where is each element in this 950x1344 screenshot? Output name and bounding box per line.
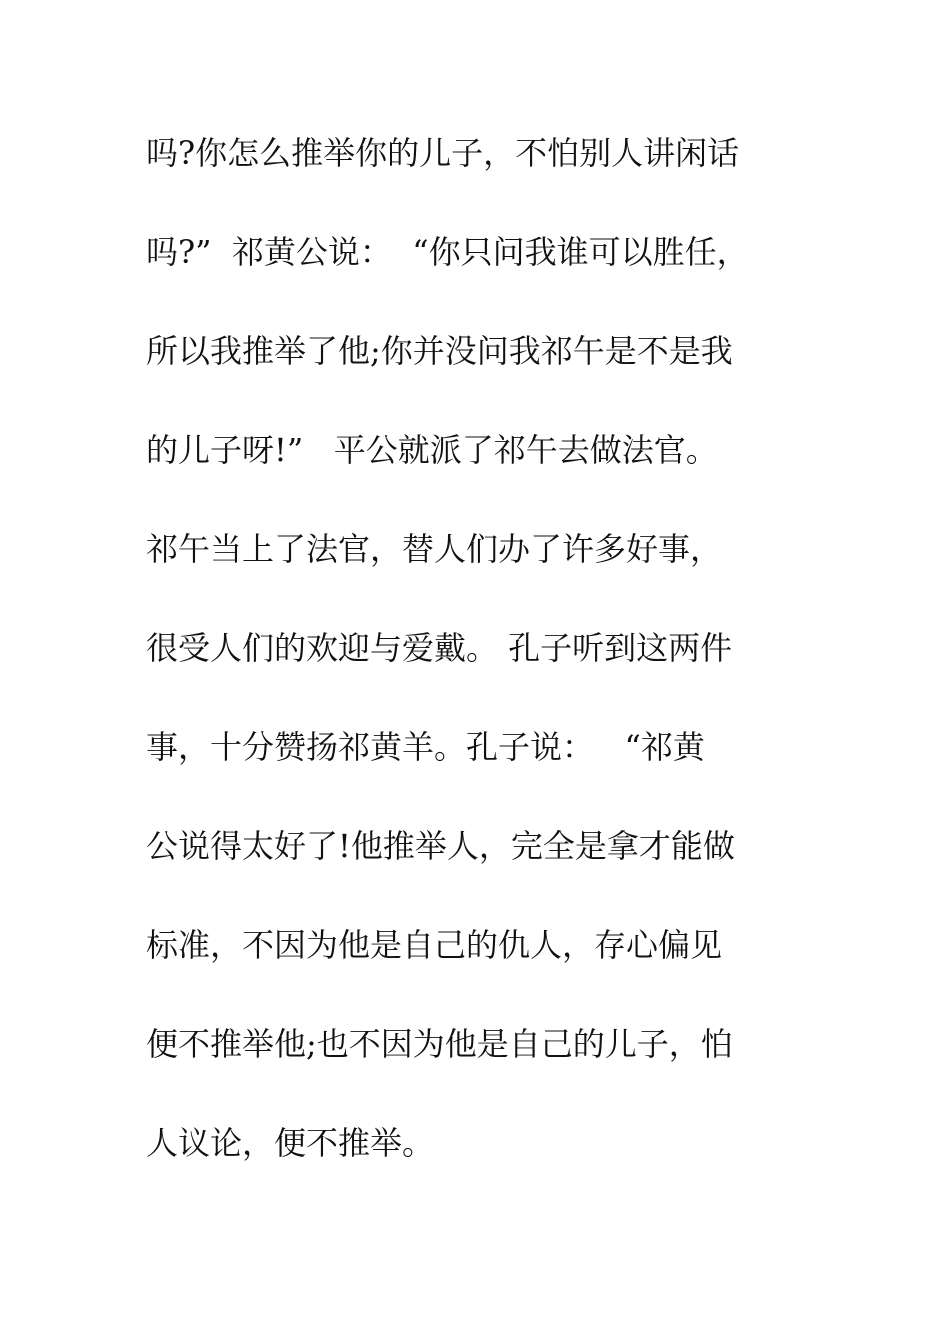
text-line-2: 吗?” 祁黄公说： “你只问我谁可以胜任， [146, 233, 749, 271]
text-line-4: 的儿子呀!” 平公就派了祁午去做法官。 [146, 431, 718, 469]
text-line-3: 所以我推举了他;你并没问我祁午是不是我 [146, 332, 733, 370]
text-line-8: 公说得太好了!他推举人，完全是拿才能做 [146, 827, 735, 865]
text-line-5: 祁午当上了法官，替人们办了许多好事， [146, 530, 723, 568]
text-line-11: 人议论，便不推举。 [146, 1124, 435, 1162]
text-line-6: 很受人们的欢迎与爱戴。 孔子听到这两件 [146, 629, 733, 667]
text-line-7: 事，十分赞扬祁黄羊。孔子说： “祁黄 [146, 728, 705, 766]
text-line-1: 吗?你怎么推举你的儿子，不怕别人讲闲话 [146, 134, 740, 172]
text-line-10: 便不推举他;也不因为他是自己的儿子，怕 [146, 1025, 733, 1063]
text-line-9: 标准，不因为他是自己的仇人，存心偏见 [146, 926, 723, 964]
body-text [146, 128, 846, 1217]
